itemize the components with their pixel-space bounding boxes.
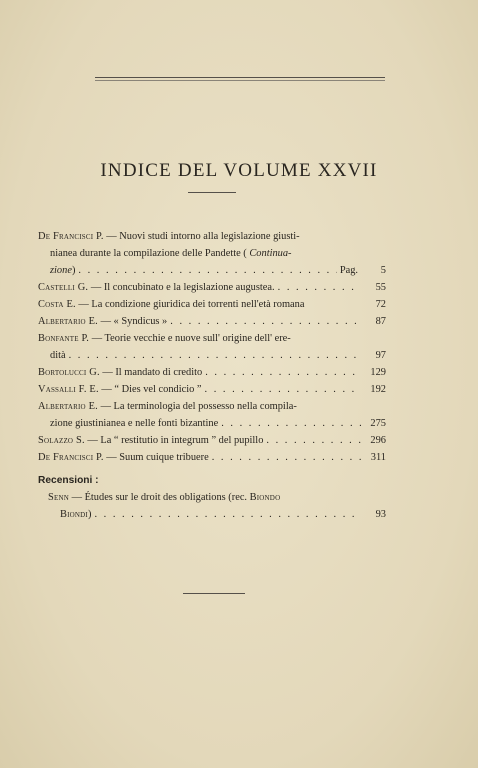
page-title: INDICE DEL VOLUME XXVII — [100, 160, 378, 181]
recensioni-heading: Recensioni : — [38, 475, 99, 486]
toc-title-text: ) — [71, 265, 76, 276]
toc-entry — [38, 279, 386, 296]
toc-entry — [38, 296, 386, 313]
toc-title-text: — Suum cuique tribuere — [106, 452, 209, 463]
toc-author: Bortolucci G. — [38, 367, 100, 378]
toc-page-number: 93 — [375, 509, 386, 520]
toc-page-number: 87 — [375, 316, 386, 327]
toc-page-number: 129 — [370, 367, 386, 378]
toc-entry — [38, 432, 386, 449]
toc-entry — [38, 381, 386, 398]
toc-page-number: 5 — [380, 265, 386, 276]
toc-page-number: 55 — [375, 282, 386, 293]
toc-title-italic: zione — [50, 265, 72, 276]
toc-entry — [38, 228, 386, 279]
toc-page-number: 192 — [370, 384, 386, 395]
toc-author: Senn — [48, 492, 69, 503]
toc-author: Costa E. — [38, 299, 76, 310]
toc-title-text: — Il mandato di credito — [102, 367, 203, 378]
toc-author: Albertario E. — [38, 316, 98, 327]
toc-page-number: 311 — [370, 452, 386, 463]
toc-reviewer: Biondi — [60, 509, 88, 520]
toc-title-text: — Il concubinato e la legislazione augustea. — [90, 282, 275, 293]
toc-author: Albertario E. — [38, 401, 98, 412]
toc-page-number: 275 — [370, 418, 386, 429]
toc-title-text: — Études sur le droit des obligations (rec. — [71, 492, 248, 503]
toc-title-text: — La condizione giuridica dei torrenti nell'età romana — [78, 299, 305, 310]
toc-page-number: 296 — [370, 435, 386, 446]
table-of-contents — [38, 228, 386, 523]
toc-title-text: dità — [50, 350, 66, 361]
toc-title-text: ) — [87, 509, 92, 520]
toc-author: De Francisci P. — [38, 231, 104, 242]
toc-author: Vassalli F. E. — [38, 384, 99, 395]
toc-entry — [38, 330, 386, 364]
toc-entry — [38, 364, 386, 381]
toc-author: Solazzo S. — [38, 435, 85, 446]
top-double-rule — [95, 77, 385, 81]
toc-title-text: — “ Dies vel condicio ” — [101, 384, 202, 395]
toc-author: Castelli G. — [38, 282, 89, 293]
toc-title-text: nianea durante la compilazione delle Pandette ( — [50, 248, 247, 259]
toc-title-text: — « Syndicus » — [100, 316, 168, 327]
pag-label: Pag. — [339, 265, 358, 276]
recensione-entry — [38, 489, 386, 523]
toc-title-text: — La “ restitutio in integrum ” del pupillo — [87, 435, 264, 446]
title-underline — [188, 192, 236, 193]
toc-author: De Francisci P. — [38, 452, 104, 463]
toc-title-text: — Teorie vecchie e nuove sull' origine dell' ere- — [91, 333, 291, 344]
toc-title-text: — La terminologia del possesso nella compila- — [100, 401, 297, 412]
bottom-rule — [183, 593, 245, 594]
toc-page-number: 97 — [375, 350, 386, 361]
toc-title-text: — Nuovi studi intorno alla legislazione giusti- — [106, 231, 300, 242]
toc-reviewer: Biondo — [249, 492, 281, 503]
toc-page-number: 72 — [375, 299, 386, 310]
toc-title-text: zione giustinianea e nelle fonti bizantine — [50, 418, 219, 429]
toc-entry — [38, 313, 386, 330]
toc-title-italic: Continua- — [249, 248, 292, 259]
toc-entry — [38, 449, 386, 466]
toc-author: Bonfante P. — [38, 333, 90, 344]
toc-entry — [38, 398, 386, 432]
